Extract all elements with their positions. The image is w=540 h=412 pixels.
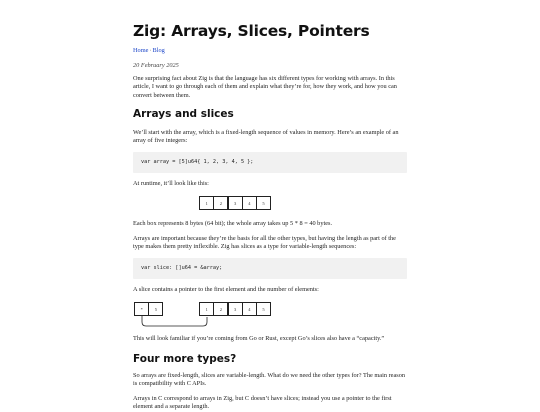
- nav-blog-link[interactable]: Blog: [152, 47, 165, 54]
- paragraph-c-arrays: Arrays in C correspond to arrays in Zig, but C doesn’t have slices; instead you use a pointer to the first element and a separate length.: [133, 395, 392, 411]
- array-cell: 2: [213, 196, 228, 210]
- code-block-slice: [133, 258, 407, 279]
- section-heading-arrays-and-slices: Arrays and slices: [133, 108, 234, 120]
- array-cell: 1: [199, 196, 214, 210]
- slice-array-diagram: [200, 302, 271, 316]
- code-block-array: [133, 152, 407, 173]
- intro-paragraph: One surprising fact about Zig is that the language has six different types for working with arrays. In this article, I want to go through each of them and explain what they’re for, how they work, and how you can convert between them.: [133, 75, 397, 99]
- pointer-arrow: [139, 315, 209, 329]
- slice-length-cell: 5: [148, 302, 163, 316]
- paragraph-array-intro: We’ll start with the array, which is a fixed-length sequence of values in memory. Here’s an example of an array of five integers:: [133, 129, 399, 145]
- paragraph-why-more-types: So arrays are fixed-length, slices are variable-length. What do we need the other types for? The main reason is compatibility with C APIs.: [133, 372, 406, 388]
- array-cell: 4: [242, 302, 257, 316]
- paragraph-byte-size: Each box represents 8 bytes (64 bit); the whole array takes up 5 * 8 = 40 bytes.: [133, 220, 333, 227]
- breadcrumb: [133, 47, 165, 54]
- paragraph-slices-intro: Arrays are important because they’re the basis for all the other types, but having the length as part of the type makes them pretty inflexible. Zig has slices as a type for variable-length sequences:: [133, 235, 396, 251]
- slice-pointer-cell: *: [134, 302, 149, 316]
- array-diagram: [200, 196, 271, 210]
- page-title: Zig: Arrays, Slices, Pointers: [133, 22, 370, 40]
- array-cell: 5: [256, 196, 271, 210]
- array-cell: 2: [213, 302, 228, 316]
- array-cell: 4: [242, 196, 257, 210]
- array-cell: 1: [199, 302, 214, 316]
- nav-home-link[interactable]: Home: [133, 47, 149, 54]
- paragraph-slice-contains: A slice contains a pointer to the first element and the number of elements:: [133, 286, 319, 293]
- paragraph-runtime: At runtime, it’ll look like this:: [133, 180, 209, 187]
- array-cell: 5: [256, 302, 271, 316]
- paragraph-go-rust: This will look familiar if you’re coming from Go or Rust, except Go’s slices also have a “capacity.”: [133, 335, 385, 342]
- post-date: 20 February 2025: [133, 62, 179, 69]
- code-slice: var slice: []u64 = &array;: [141, 265, 223, 271]
- code-array: var array = [5]u64{ 1, 2, 3, 4, 5 };: [141, 159, 254, 165]
- array-cell: 3: [228, 196, 243, 210]
- array-cell: 3: [228, 302, 243, 316]
- section-heading-four-more-types: Four more types?: [133, 353, 237, 365]
- slice-header-diagram: [135, 302, 163, 316]
- nav-separator: ·: [149, 47, 152, 54]
